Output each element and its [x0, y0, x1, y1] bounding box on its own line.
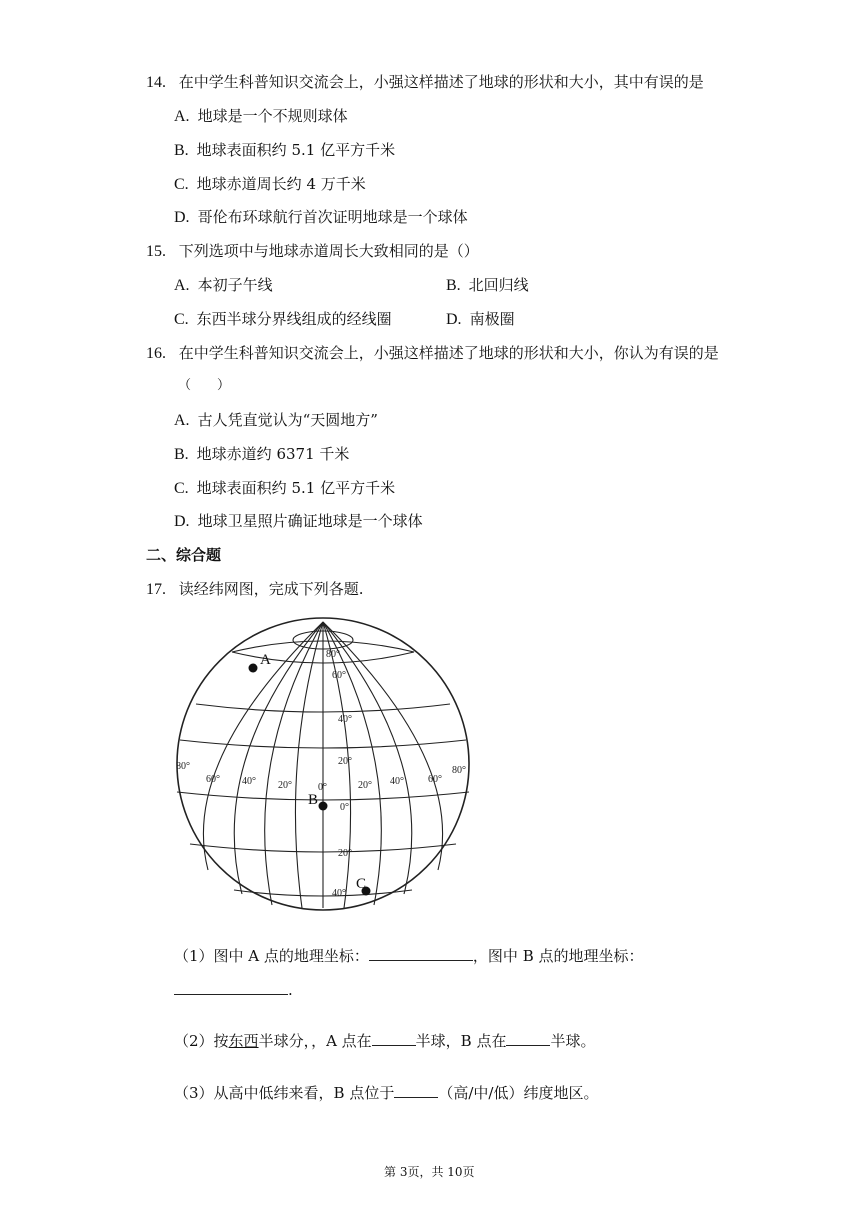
- page-footer: 第 3页，共 10页: [384, 1165, 475, 1179]
- question-16: [146, 343, 719, 364]
- q15-option-a[interactable]: A. 本初子午线: [174, 276, 273, 294]
- lat-label: 40°: [338, 714, 352, 725]
- point-a-label: A: [260, 652, 271, 668]
- lon-label: 20°: [358, 780, 372, 791]
- subquestion-3: （3）从高中低纬来看，B 点位于 （高/中/低）纬度地区。: [174, 1084, 599, 1102]
- question-stem: 下列选项中与地球赤道周长大致相同的是（）: [178, 242, 479, 260]
- longitude-labels: [176, 761, 466, 793]
- graticule-globe-figure: [172, 612, 474, 912]
- lon-label: 20°: [278, 780, 292, 791]
- lat-label: 80°: [326, 649, 340, 660]
- subquestion-1-continued: .: [174, 980, 293, 1000]
- point-c-label: C: [356, 876, 367, 892]
- lon-label: 40°: [390, 776, 404, 787]
- lon-40w: [265, 622, 323, 905]
- answer-paren: （ ）: [178, 378, 231, 393]
- point-markers: [249, 652, 371, 896]
- answer-blank-b-hemisphere[interactable]: [506, 1031, 550, 1046]
- subquestion-2: （2）按东西半球分，，A 点在 半球，B 点在 半球。: [174, 1032, 596, 1050]
- q14-option-d[interactable]: D. 哥伦布环球航行首次证明地球是一个球体: [174, 208, 468, 226]
- subquestion-1: （1）图中 A 点的地理坐标： ，图中 B 点的地理坐标：: [174, 947, 644, 965]
- lon-label: 80°: [452, 765, 466, 776]
- q16-option-d[interactable]: D. 地球卫星照片确证地球是一个球体: [174, 512, 423, 530]
- question-number: 15.: [146, 243, 166, 260]
- point-b-marker: [319, 802, 328, 811]
- lon-label: 40°: [242, 776, 256, 787]
- longitude-lines: [203, 622, 442, 908]
- lon-label: 60°: [428, 774, 442, 785]
- answer-blank-a-hemisphere[interactable]: [372, 1031, 416, 1046]
- answer-blank-a-coordinates[interactable]: [369, 946, 473, 961]
- underlined-term: 东西: [228, 1032, 259, 1050]
- q14-option-c[interactable]: C. 地球赤道周长约 4 万千米: [174, 175, 366, 193]
- lon-label: 0°: [318, 782, 327, 793]
- question-stem: 读经纬网图，完成下列各题.: [178, 580, 364, 598]
- lon-20w: [295, 622, 323, 908]
- q15-option-b[interactable]: B. 北回归线: [446, 276, 529, 294]
- question-stem: 在中学生科普知识交流会上，小强这样描述了地球的形状和大小，其中有误的是: [178, 73, 704, 91]
- lat-label: 20°: [338, 848, 352, 859]
- lat-label: 60°: [332, 670, 346, 681]
- q15-option-d[interactable]: D. 南极圈: [446, 310, 515, 328]
- section-heading: 二、综合题: [146, 546, 222, 564]
- lat-label: 20°: [338, 756, 352, 767]
- question-number: 17.: [146, 581, 166, 598]
- lon-label: 60°: [206, 774, 220, 785]
- question-stem: 在中学生科普知识交流会上，小强这样描述了地球的形状和大小，你认为有误的是: [178, 344, 719, 362]
- q16-option-c[interactable]: C. 地球表面积约 5.1 亿平方千米: [174, 479, 396, 497]
- question-17: [146, 579, 364, 600]
- question-15: [146, 241, 479, 262]
- question-14: [146, 72, 704, 93]
- point-b-label: B: [308, 792, 319, 808]
- q14-option-a[interactable]: A. 地球是一个不规则球体: [174, 107, 348, 125]
- q15-option-c[interactable]: C. 东西半球分界线组成的经线圈: [174, 310, 392, 328]
- q16-option-b[interactable]: B. 地球赤道约 6371 千米: [174, 445, 350, 463]
- point-a-marker: [249, 664, 258, 673]
- question-number: 14.: [146, 74, 166, 91]
- lat-label: 40°: [332, 888, 346, 899]
- lat-label: 0°: [340, 802, 349, 813]
- lon-label: 80°: [176, 761, 190, 772]
- answer-blank-latitude-zone[interactable]: [394, 1083, 438, 1098]
- q16-option-a[interactable]: A. 古人凭直觉认为“天圆地方”: [174, 411, 378, 429]
- lon-40e: [323, 622, 381, 905]
- question-number: 16.: [146, 345, 166, 362]
- answer-blank-b-coordinates[interactable]: [174, 980, 288, 995]
- q14-option-b[interactable]: B. 地球表面积约 5.1 亿平方千米: [174, 141, 396, 159]
